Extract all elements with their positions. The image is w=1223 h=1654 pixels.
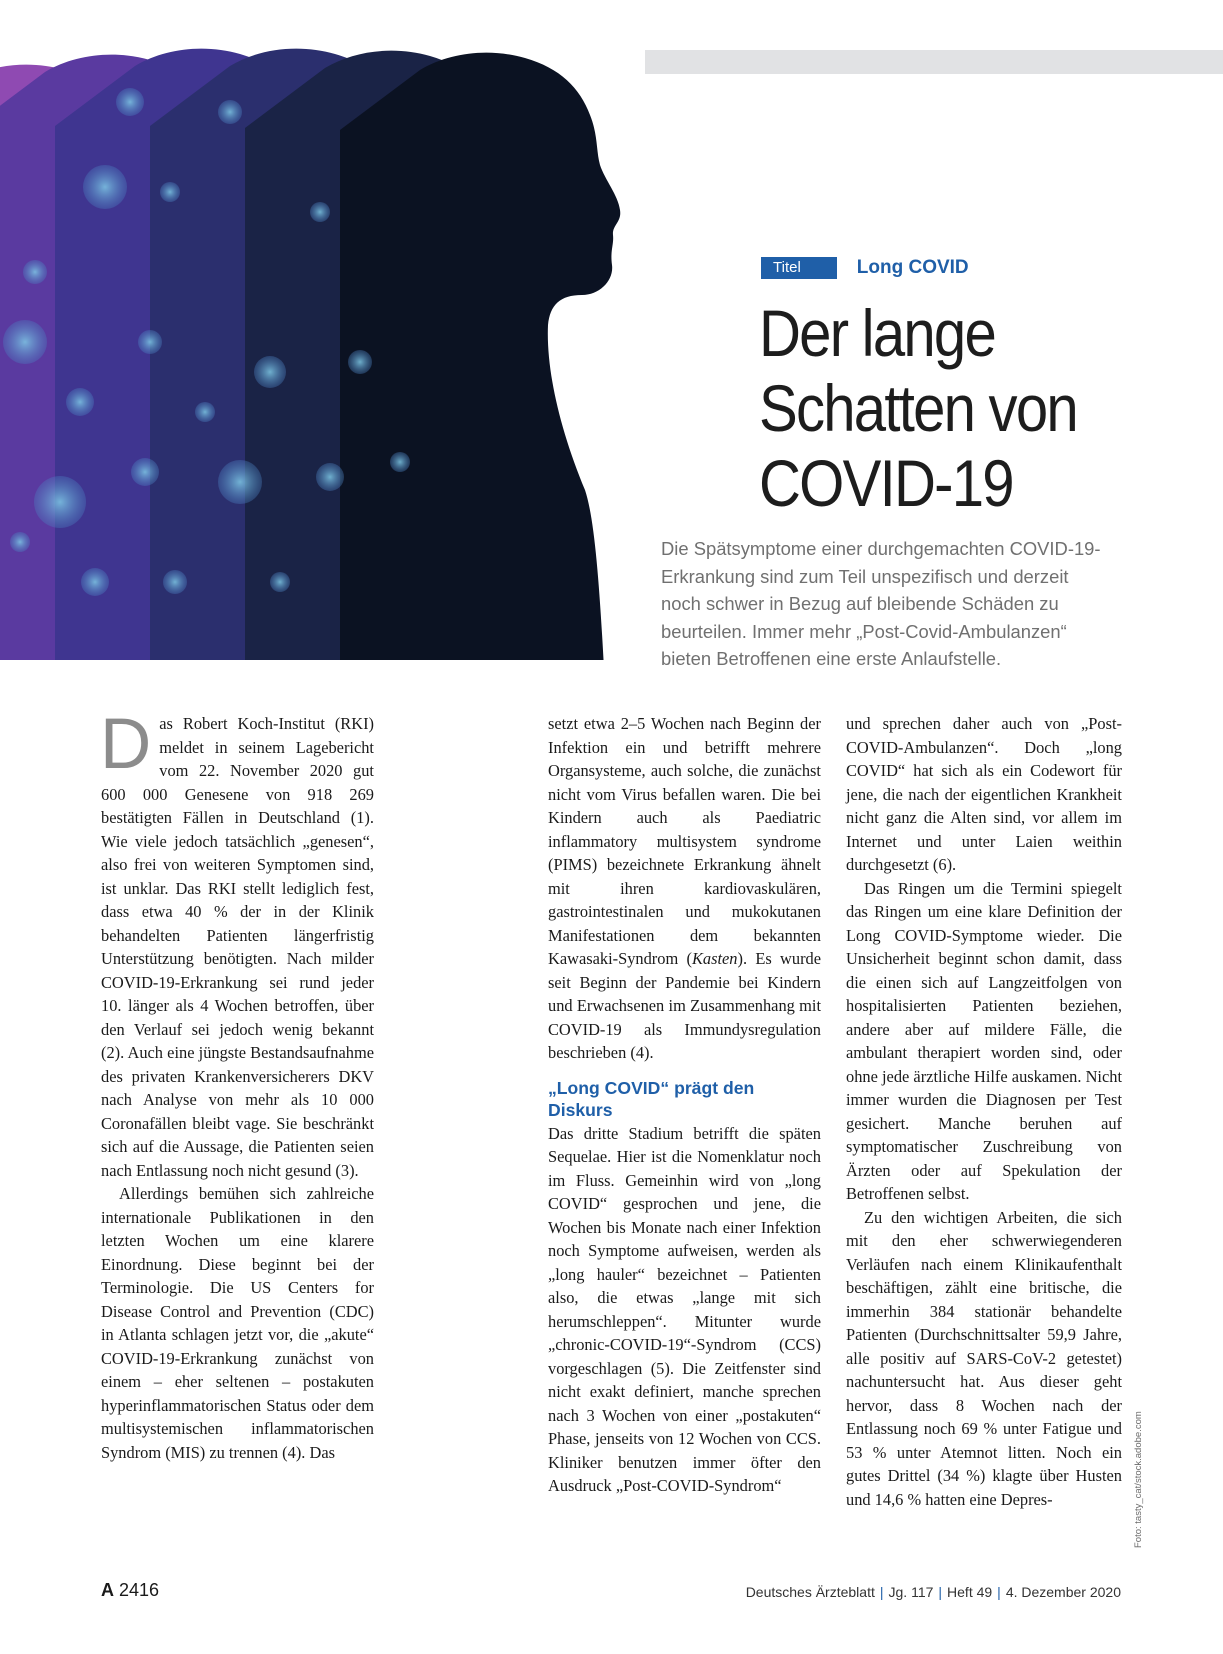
paragraph: Allerdings bemühen sich zahlreiche internationale Publikationen in den letzten Wochen um eine klarere Einordnung. Diese beginnt bei der Terminologie. Die US Centers for Disease Control and Prevention (CDC) in Atlanta schlagen jetzt vor, die „akute“ COVID-19-Erkrankung zunächst von einem – eher seltenen – postakuten hyperinflammatorischen Status oder dem multisystemischen inflammatorischen Syndrom (MIS) zu trennen (4). Das [101, 1184, 374, 1462]
title-line-2: Schatten von [759, 371, 1077, 445]
box-reference: Kasten [691, 949, 738, 968]
page-number-value: 2416 [119, 1580, 160, 1600]
title-line-3: COVID-19 [759, 446, 1013, 520]
lead-line-1: Die Spätsymptome einer durchgemachten COVID-19- [661, 538, 1101, 559]
hero-illustration [0, 42, 645, 660]
paragraph: Das Ringen um die Termini spiegelt das Ringen um eine klare Definition der Long COVID-Symptome wieder. Die Unsicherheit beginnt schon damit, dass die einen sich auf Langzeitfolgen von hospitalisierten Patienten beziehen, andere aber auf mildere Fälle, die ambulant therapiert worden sind, oder ohne jede ärztliche Hilfe auskamen. Nicht immer wurden die Diagnosen per Test gesichert. Manche beruhen auf symptomatischer Zuschreibung von Ärzten oder auf Spekulation der Betroffenen selbst. [846, 878, 1122, 1203]
rubric-topic: Long COVID [856, 257, 969, 278]
separator: | [938, 1584, 943, 1600]
text-column-1 [100, 705, 374, 1464]
paragraph: Zu den wichtigen Arbeiten, die sich mit den eher schwerwiegenderen Verläufen nach einem Klinikaufenthalt beschäftigen, zählt eine britische, die immerhin 384 stationär behandelte Patienten (Durchschnittsalter 59,9 Jahre, alle positiv auf SARS-CoV-2 getestet) nachuntersucht hat. Aus dieser geht hervor, dass 8 Wochen nach der Entlassung noch 69 % unter Fatigue und 53 % unter Atemnot litten. Noch ein gutes Drittel (34 %) klagte über Husten und 14,6 % hatten eine Depres- [846, 1207, 1122, 1509]
lead-line-5: bieten Betroffenen eine erste Anlaufstelle. [661, 648, 1002, 669]
separator: | [879, 1584, 884, 1600]
paragraph-text: ). Es wurde seit Beginn der Pandemie bei Kindern und Erwachsenen im Zusammenhang mit COVID-19 als Immundysregulation beschrieben (4). [548, 949, 821, 1062]
article-lead [661, 535, 1141, 673]
silhouette-illustration [0, 42, 645, 660]
paragraph: Das dritte Stadium betrifft die späten Sequelae. Hier ist die Nomenklatur noch im Fluss. Gemeinhin wird von „long COVID“ gesprochen und jene, die Wochen bis Monate nach einer Infektion noch Symptome aufweisen, werden als „long hauler“ bezeichnet – Patienten also, die etwas „lange mit sich herumschleppen“. Mitunter wurde „chronic-COVID-19“-Syndrom (CCS) vorgeschlagen (5). Die Zeitfenster sind nicht exakt definiert, manche sprechen nach 3 Wochen von einer „postakuten“ Phase, jenseits von 12 Wochen von CCS. Kliniker benutzen immer öfter den Ausdruck „Post-COVID-Syndrom“ [548, 1123, 821, 1495]
section-subheading: „Long COVID“ prägt den Diskurs [548, 1077, 755, 1120]
paragraph-text: as Robert Koch-Institut (RKI) meldet in seinem Lagebericht vom 22. November 2020 gut 600 000 Genesene von 918 269 bestätigten Fällen in Deutschland (1). Wie viele jedoch tatsächlich „genesen“, also frei von weiteren Symptomen sind, ist unklar. Das RKI stellt lediglich fest, dass etwa 40 % der in der Klinik behandelten Patienten längerfristig Unterstützung benötigten. Nach milder COVID-19-Erkrankung sei rund jeder 10. länger als 4 Wochen betroffen, über den Verlauf sei jedoch wenig bekannt (2). Auch eine jüngste Bestandsaufnahme des privaten Krankenversicherers DKV nach Analyse von mehr als 10 000 Coronafällen bleibt vage. Sie beschränkt sich auf die Aussage, die Patienten seien nach Entlassung noch nicht gesund (3). [101, 714, 374, 1180]
journal-issue: Heft 49 [947, 1584, 993, 1600]
paragraph [100, 705, 374, 1182]
lead-line-2: Erkrankung sind zum Teil unspezifisch und derzeit [661, 565, 1069, 587]
drop-cap: D [100, 705, 152, 784]
photo-credit: Foto: tasty_cat/stock.adobe.com [1133, 1411, 1144, 1548]
lead-line-3: noch schwer in Bezug auf bleibende Schäden zu [661, 593, 1059, 614]
page-prefix: A [101, 1580, 114, 1600]
paragraph: und sprechen daher auch von „Post-COVID-Ambulanzen“. Doch „long COVID“ hat sich als ein Codewort für jene, die nach der eigentlichen Krankheit nicht ganz die Alten sind, vor allem im Internet und unter Laien weithin durchgesetzt (6). [846, 714, 1122, 874]
paragraph [548, 712, 821, 1065]
journal-name: Deutsches Ärzteblatt [745, 1584, 875, 1600]
journal-date: 4. Dezember 2020 [1005, 1584, 1121, 1600]
text-column-2 [548, 712, 821, 1498]
rubric-label: Titel [761, 257, 837, 279]
title-line-1: Der lange [759, 296, 995, 370]
text-column-3 [846, 712, 1122, 1511]
article-rubric [761, 257, 969, 279]
separator: | [997, 1584, 1001, 1600]
journal-footer [746, 1584, 1121, 1600]
paragraph-text: setzt etwa 2–5 Wochen nach Beginn der Infektion ein und betrifft mehrere Organsysteme, auch solche, die zunächst nicht vom Virus befallen waren. Die bei Kindern auch als Paediatric inflammatory multisystem syndrome (PIMS) bezeichnete Erkrankung ähnelt mit ihren kardiovaskulären, gastrointestinalen und mukokutanen Manifestationen dem bekannten Kawasaki-Syndrom ( [548, 714, 821, 968]
journal-volume: Jg. 117 [888, 1584, 934, 1600]
article-title [759, 296, 1146, 521]
page-number [101, 1580, 159, 1601]
lead-line-4: beurteilen. Immer mehr „Post-Covid-Ambulanzen“ [661, 620, 1067, 642]
